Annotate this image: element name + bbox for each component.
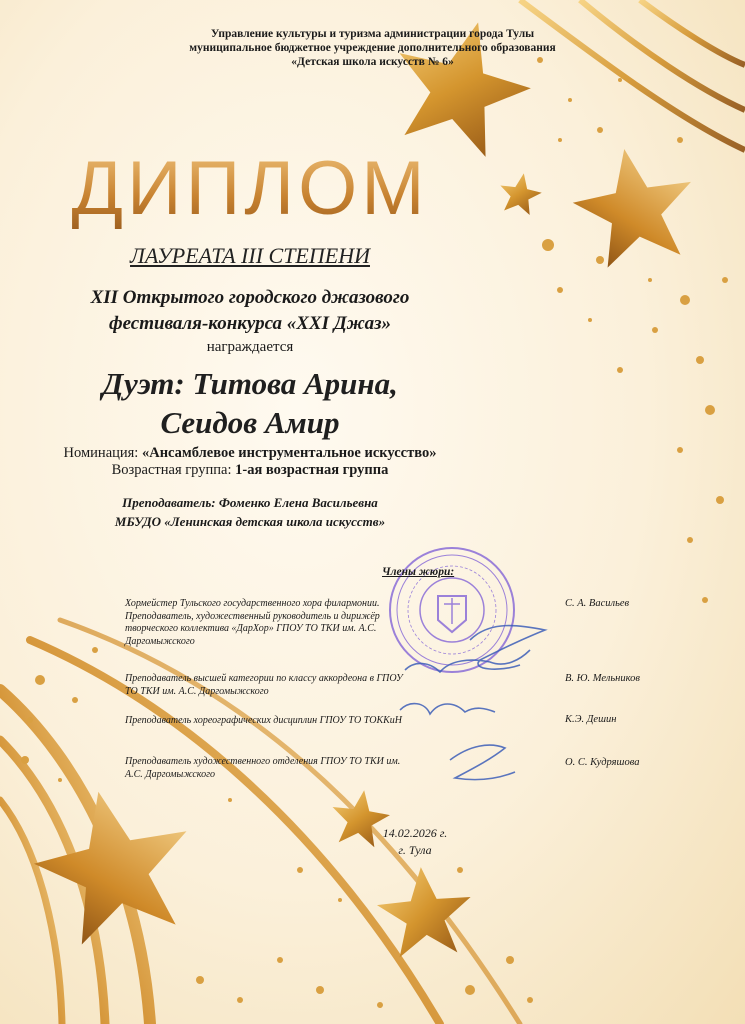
jury-name-2: В. Ю. Мельников bbox=[565, 673, 640, 684]
jury-heading: Члены жюри: bbox=[382, 566, 455, 578]
diploma-city: г. Тула bbox=[398, 843, 432, 857]
diploma-title: ДИПЛОМ bbox=[60, 145, 440, 232]
age-group bbox=[40, 462, 460, 479]
recipient-line-1: Дуэт: Титова Арина, bbox=[102, 366, 398, 401]
age-group-label: Возрастная группа: bbox=[111, 462, 232, 478]
festival-line-1: XII Открытого городского джазового bbox=[90, 287, 410, 308]
nomination bbox=[40, 445, 460, 462]
top-right-swoosh bbox=[520, 0, 745, 150]
recipient-line-2: Сеидов Амир bbox=[160, 405, 340, 440]
festival-line-2: фестиваля-конкурса «XXI Джаз» bbox=[109, 313, 391, 334]
star-icon-right-large bbox=[565, 139, 703, 272]
jury-name-3: К.Э. Дешин bbox=[565, 714, 617, 725]
awarded-text: награждается bbox=[206, 339, 294, 355]
school-line: МБУДО «Ленинская детская школа искусств» bbox=[114, 514, 386, 529]
teacher-line: Преподаватель: Фоменко Елена Васильевна bbox=[122, 495, 378, 510]
header-line-2: муниципальное бюджетное учреждение дополнительного образования bbox=[189, 42, 556, 54]
age-group-value: 1-ая возрастная группа bbox=[235, 462, 389, 478]
degree-subtitle: ЛАУРЕАТА III СТЕПЕНИ bbox=[130, 243, 370, 268]
nomination-label: Номинация: bbox=[63, 445, 139, 461]
header-line-3: «Детская школа искусств № 6» bbox=[291, 56, 454, 68]
jury-role-4: Преподаватель художественного отделения ГПОУ ТО ТКИ им. А.С. Даргомыжского bbox=[125, 756, 401, 780]
jury-role-1: Хормейстер Тульского государственного хора филармонии. Преподаватель, художественный руководитель и дирижёр творческого коллектива «ДарХор» ГПОУ ТО ТКИ им. А.С. Даргомыжского bbox=[125, 598, 380, 647]
jury-name-4: О. С. Кудряшова bbox=[565, 757, 640, 768]
jury-role-3: Преподаватель хореографических дисциплин ГПОУ ТО ТОККиН bbox=[125, 715, 402, 726]
nomination-value: «Ансамблевое инструментальное искусство» bbox=[141, 445, 437, 461]
header-line-1: Управление культуры и туризма администрации города Тулы bbox=[210, 28, 535, 40]
jury-name-1: С. А. Васильев bbox=[565, 598, 630, 609]
diploma-date: 14.02.2026 г. bbox=[382, 826, 448, 840]
star-icon-small-right bbox=[496, 170, 544, 217]
jury-role-2: Преподаватель высшей категории по классу аккордеона в ГПОУ ТО ТКИ им. А.С. Даргомыжского bbox=[125, 673, 403, 697]
